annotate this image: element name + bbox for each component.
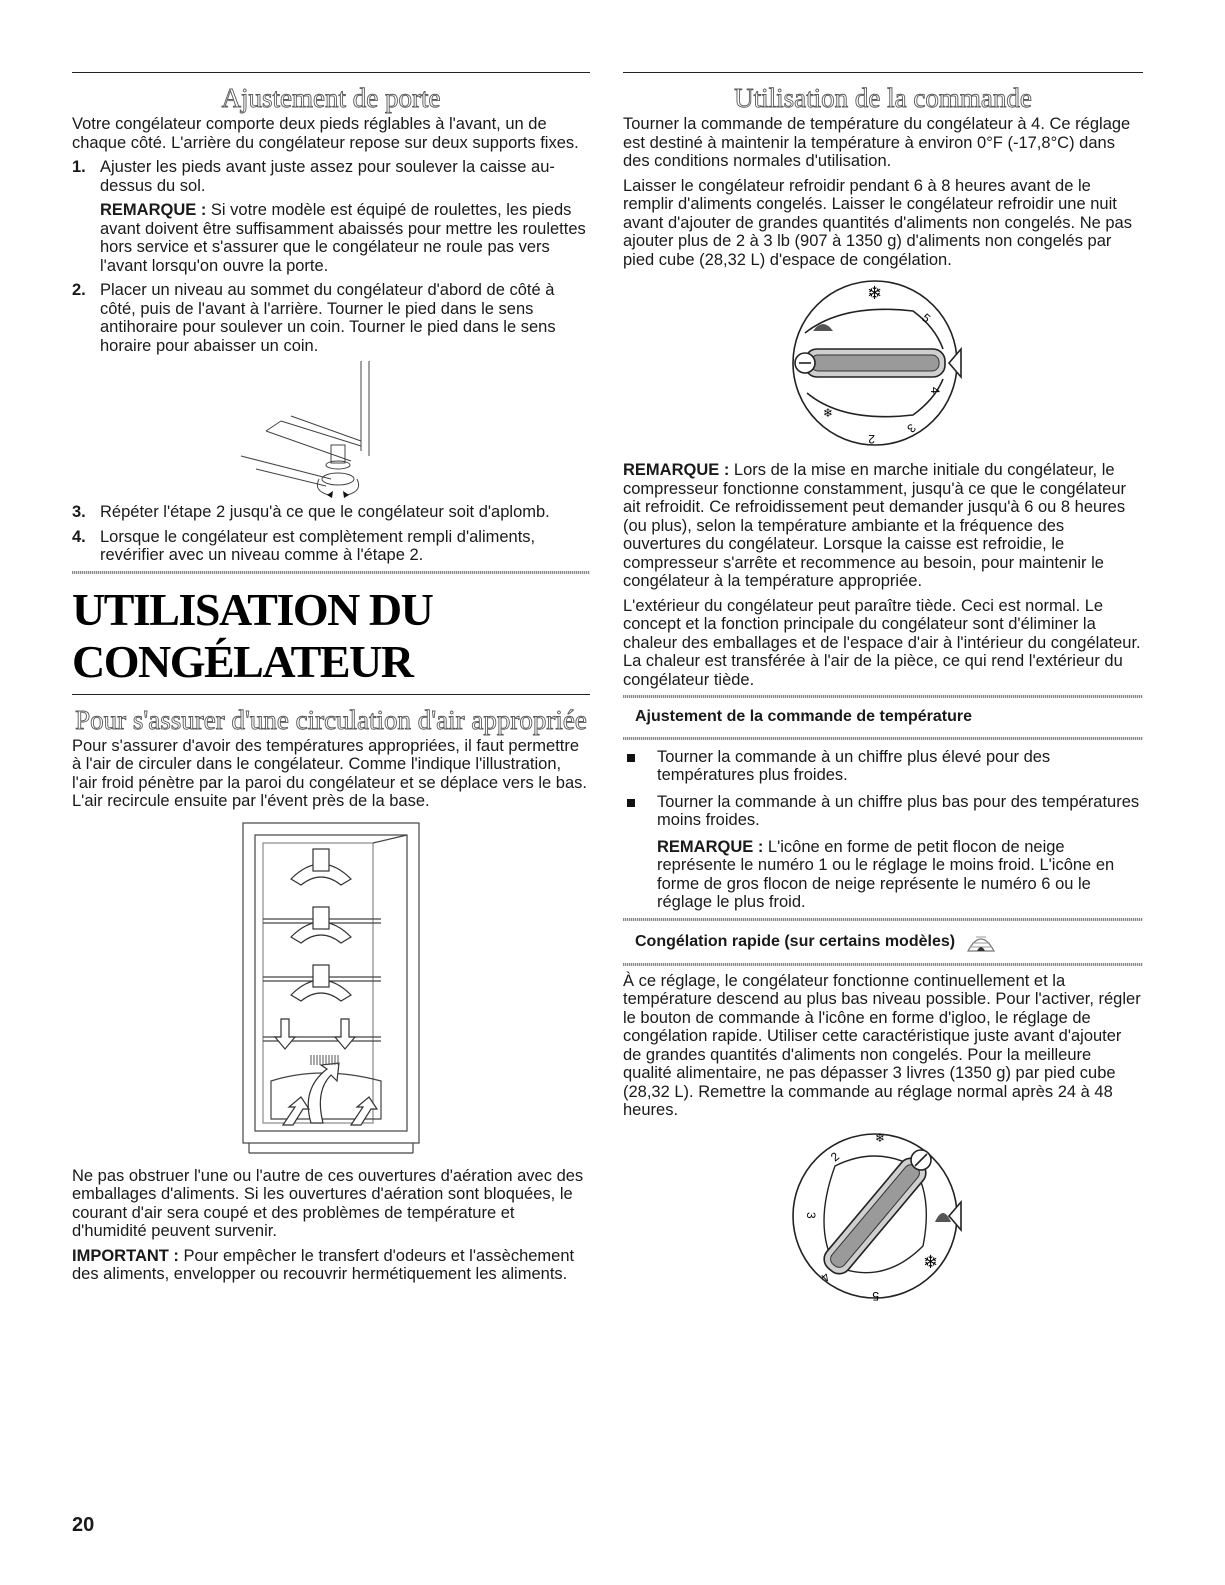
snowflake-small-icon: ❄ xyxy=(823,406,834,420)
quick-freeze-text: À ce réglage, le congélateur fonctionne continuellement et la température descend au plus bas niveau possible. Pour l'activer, régler le bouton de commande à l'icône en forme d'igloo, le réglage de congélation rapide. Utiliser cette caractéristique juste avant d'ajouter de grandes quantités d'aliments non congelés. Pour la meilleure qualité alimentaire, ne pas dépasser 3 livres (1350 g) par pied cube (28,32 L). Remettre la commande au réglage normal après 24 à 48 heures. xyxy=(623,971,1141,1119)
step-number: 2. xyxy=(72,281,86,299)
door-steps xyxy=(72,158,590,355)
door-step-2 xyxy=(72,281,590,355)
step-text: Lorsque le congélateur est complètement rempli d'aliments, revérifier avec un niveau comme à l'étape 2. xyxy=(100,527,536,564)
control-paragraph-1: Tourner la commande de température du congélateur à 4. Ce réglage est destiné à maintenir la température à environ 0°F (-17,8°C) dans des conditions normales d'utilisation. xyxy=(623,115,1131,170)
control-section-title: Utilisation de la commande xyxy=(734,83,1032,113)
snowflake-large-icon: ❄ xyxy=(867,283,883,304)
note-label: REMARQUE : xyxy=(657,837,764,856)
door-intro: Votre congélateur comporte deux pieds réglables à l'avant, un de chaque côté. L'arrière du congélateur repose sur deux supports fixes. xyxy=(72,115,579,152)
temperature-dial-illustration xyxy=(783,275,983,455)
control-paragraph-3: L'extérieur du congélateur peut paraître tiède. Ceci est normal. Le concept et la fonction principale du congélateur sont d'éliminer la chaleur des emballages et de l'espace d'air à l'intérieur du congélateur. La chaleur est transférée à l'air de la pièce, ce qui rend l'extérieur du congélateur tiède. xyxy=(623,596,1141,689)
important-text: Pour empêcher le transfert d'odeurs et l'assèchement des aliments, envelopper ou recouvrir hermétiquement les aliments. xyxy=(72,1246,575,1283)
adjust-bullets xyxy=(623,748,1143,830)
step-text: Répéter l'étape 2 jusqu'à ce que le congélateur soit d'aplomb. xyxy=(100,503,550,521)
dial-number-2: 2 xyxy=(868,432,875,446)
igloo-icon xyxy=(935,1213,951,1222)
step-text: Placer un niveau au sommet du congélateur d'abord de côté à côté, puis de l'avant à l'arrière. Tourner le pied dans le sens antihoraire pour soulever un coin. Tourner le pied dans le sens horaire pour abaisser un coin. xyxy=(100,281,556,355)
dial-number-3: 3 xyxy=(904,420,919,436)
door-steps-continued xyxy=(72,503,590,565)
right-column xyxy=(623,72,1143,1306)
divider xyxy=(623,963,1143,966)
step-number: 1. xyxy=(72,158,86,176)
divider xyxy=(623,737,1143,740)
important-label: IMPORTANT : xyxy=(72,1246,179,1265)
door-step-3 xyxy=(72,503,590,522)
control-note xyxy=(623,461,1143,591)
dial-number-4: 4 xyxy=(818,1269,833,1285)
section-rule xyxy=(623,72,1143,73)
note-text: Si votre modèle est équipé de roulettes, les pieds avant doivent être suffisamment abaissés pour mettre les roulettes hors service et s'assurer que le congélateur ne roule pas vers l'avant lorsqu'on ouvre la porte. xyxy=(100,201,586,275)
dial-number-2: 2 xyxy=(827,1148,843,1164)
freezer-airflow-illustration xyxy=(231,819,431,1159)
divider xyxy=(623,918,1143,921)
bullet-item: Tourner la commande à un chiffre plus bas pour des températures moins froides. xyxy=(623,793,1143,830)
airflow-section-title: Pour s'assurer d'une circulation d'air appropriée xyxy=(75,704,587,735)
bullet-item: Tourner la commande à un chiffre plus élevé pour des températures plus froides. xyxy=(623,748,1143,785)
dial-number-3: 3 xyxy=(804,1211,818,1219)
airflow-paragraph-1: Pour s'assurer d'avoir des températures appropriées, il faut permettre à l'air de circuler dans le congélateur. Comme l'indique l'illustration, l'air froid pénètre par la paroi du congélateur et se déplace vers le bas. L'air recircule ensuite par l'évent près de la base. xyxy=(72,736,587,810)
note-label: REMARQUE : xyxy=(100,201,207,219)
section-rule xyxy=(72,694,590,695)
airflow-important xyxy=(72,1247,590,1284)
step-number: 4. xyxy=(72,527,86,546)
dial-number-5: 5 xyxy=(919,310,934,326)
door-step-4 xyxy=(72,528,590,565)
step-text: Ajuster les pieds avant juste assez pour soulever la caisse au-dessus du sol. xyxy=(100,158,555,195)
step-note xyxy=(100,201,590,275)
door-section-title: Ajustement de porte xyxy=(221,83,441,113)
step-number: 3. xyxy=(72,503,86,521)
note-label: REMARQUE : xyxy=(623,461,730,479)
control-paragraph-2: Laisser le congélateur refroidir pendant 6 à 8 heures avant de le remplir d'aliments congelés. Laisser le congélateur refroidir une nuit avant d'ajouter de grandes quantités d'aliments non congelés. Ne pas ajouter plus de 2 à 3 lb (907 à 1350 g) d'aliments non congelés par pied cube (28,32 L) d'espace de congélation. xyxy=(623,176,1132,269)
dial-number-4: 4 xyxy=(928,387,942,394)
leveling-leg-illustration xyxy=(211,361,451,501)
quick-freeze-subheading xyxy=(623,927,1143,957)
quick-freeze-dial-illustration xyxy=(783,1126,983,1306)
snowflake-small-icon: ❄ xyxy=(875,1130,886,1145)
snowflake-large-icon: ❄ xyxy=(923,1251,939,1273)
section-rule xyxy=(72,72,590,73)
bullet-note xyxy=(623,838,1143,912)
left-column xyxy=(72,72,590,1290)
adjust-subheading: Ajustement de la commande de température xyxy=(635,708,972,725)
note-text: L'icône en forme de petit flocon de neige représente le numéro 1 ou le réglage le moins froid. L'icône en forme de gros flocon de neige représente le numéro 6 ou le réglage le plus froid. xyxy=(657,837,1115,911)
page-number: 20 xyxy=(72,1514,95,1536)
quick-freeze-title: Congélation rapide (sur certains modèles) xyxy=(635,932,956,950)
divider xyxy=(623,695,1143,698)
main-title: UTILISATION DU CONGÉLATEUR xyxy=(72,583,433,687)
note-text: Lors de la mise en marche initiale du congélateur, le compresseur fonctionne constamment, jusqu'à ce que le congélateur ait refroidit. Ce refroidissement peut demander jusqu'à 6 ou 8 heures (ou plus), selon la température ambiante et la fréquence des ouvertures du congélateur. Lorsque la caisse est refroidie, le compresseur s'arrête et recommence au besoin, pour maintenir le congélateur à la température appropriée. xyxy=(623,461,1127,590)
igloo-icon xyxy=(966,931,996,953)
divider xyxy=(72,571,590,574)
airflow-paragraph-2: Ne pas obstruer l'une ou l'autre de ces ouvertures d'aération avec des emballages d'aliments. Si les ouvertures d'aération sont bloquées, le courant d'air sera coupé et des problèmes de température et d'humidité peuvent survenir. xyxy=(72,1166,584,1240)
door-step-1 xyxy=(72,158,590,275)
dial-number-5: 5 xyxy=(872,1288,879,1303)
